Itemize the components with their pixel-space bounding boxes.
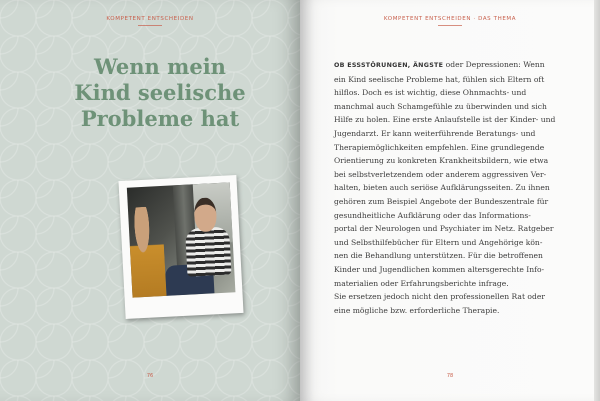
article-line: Sie ersetzen jedoch nicht den professionellen Rat oder	[334, 292, 545, 302]
article-body	[334, 58, 566, 317]
right-running-head: KOMPETENT ENTSCHEIDEN · DAS THEMA	[383, 16, 517, 22]
right-page-number: 78	[446, 373, 454, 379]
headline-line-1: Wenn mein	[94, 54, 226, 79]
article-line: manchmal auch Schamgefühle zu überwinden und sich	[334, 101, 547, 111]
article-line: Orientierung zu konkreten Krankheitsbildern, wie etwa	[334, 156, 549, 166]
headline-line-3: Probleme hat	[80, 106, 240, 131]
article-first-line	[334, 58, 566, 73]
article-first-line-rest: oder Depressionen: Wenn	[443, 60, 545, 69]
right-running-head-rule	[438, 25, 462, 26]
left-running-head-rule	[138, 25, 162, 26]
article-line: gesundheitliche Aufklärung oder das Informations-	[334, 210, 531, 220]
page-edge	[594, 0, 600, 401]
article-line: halten, bieten auch seriöse Aufklärungsseiten. Zu ihnen	[334, 183, 550, 193]
left-page-number: 76	[146, 373, 154, 379]
photo-teen-body	[185, 226, 231, 276]
article-lead-in: OB ESSSTÖRUNGEN, ÄNGSTE	[334, 62, 444, 69]
article-line: Hilfe zu holen. Eine erste Anlaufstelle ist der Kinder- und	[334, 115, 556, 125]
photo-adult-figure	[127, 206, 167, 298]
article-line: materialien oder Erfahrungsberichte infrage.	[334, 278, 509, 288]
right-page	[300, 0, 600, 401]
article-line: portal der Neurologen und Psychiater im Netz. Ratgeber	[334, 224, 554, 234]
article-line: bei selbstverletzendem oder anderem aggressiven Ver-	[334, 169, 547, 179]
article-line: gehören zum Beispiel Angebote der Bundeszentrale für	[334, 196, 549, 206]
page-title	[60, 54, 260, 132]
article-line: Kinder und Jugendlichen kommen altersgerechte Info-	[334, 264, 545, 274]
article-line: nen die Behandlung unterstützen. Für die betroffenen	[334, 251, 543, 261]
photo-parent-and-teen	[127, 182, 236, 297]
article-line: hilflos. Doch es ist wichtig, diese Ohnmachts- und	[334, 88, 527, 98]
article-line: Jugendarzt. Er kann weiterführende Beratungs- und	[334, 128, 536, 138]
polaroid-photo-frame	[118, 175, 243, 319]
article-line: Therapiemöglichkeiten empfehlen. Eine grundlegende	[334, 142, 545, 152]
left-running-head: KOMPETENT ENTSCHEIDEN	[106, 16, 194, 22]
article-line: ein Kind seelische Probleme hat, fühlen sich Eltern oft	[334, 74, 545, 84]
article-line: eine mögliche bzw. erforderliche Therapie.	[334, 305, 500, 315]
headline-line-2: Kind seelische	[74, 80, 246, 105]
article-line: und Selbsthilfebücher für Eltern und Angehörige kön-	[334, 237, 543, 247]
